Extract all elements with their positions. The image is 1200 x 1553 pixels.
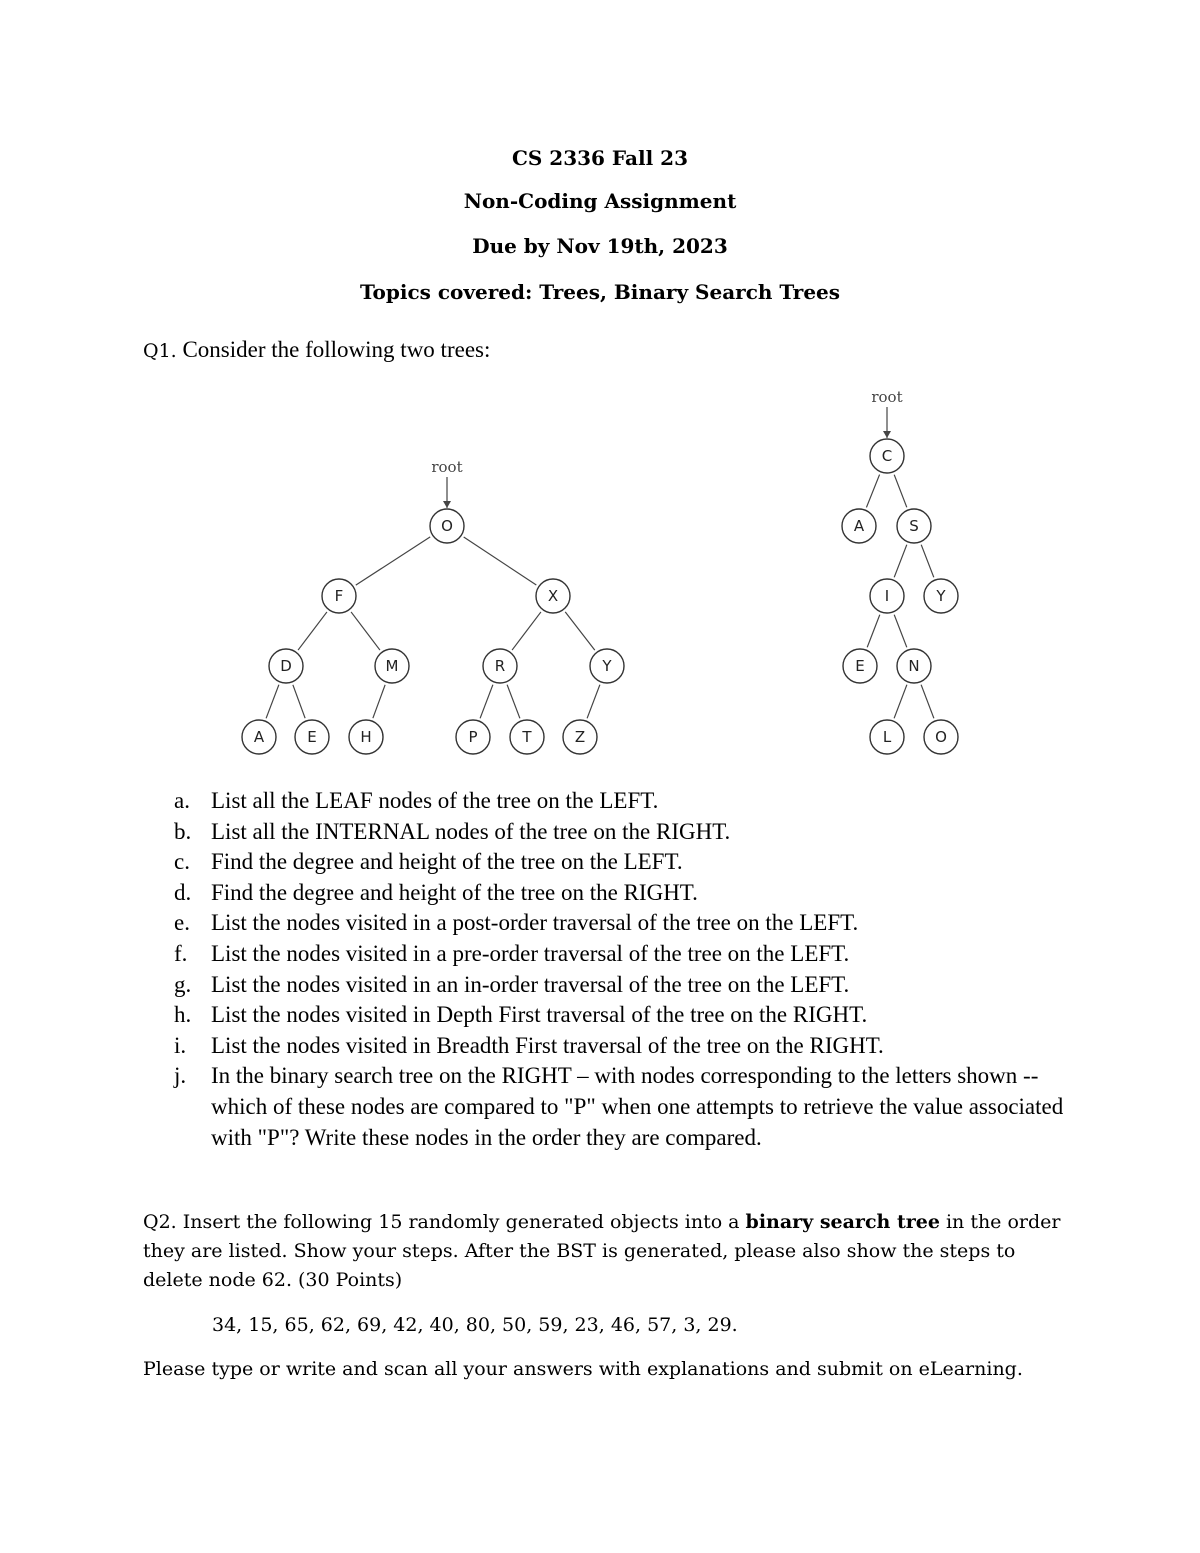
left-tree-edge-O-F (356, 537, 430, 585)
left-tree-node-label-H: H (360, 728, 372, 746)
q1-part-marker: e. (174, 910, 190, 936)
left-tree-edge-X-R (512, 612, 541, 650)
left-tree-node-label-Z: Z (574, 728, 586, 746)
right-tree-edge-N-L (894, 685, 907, 719)
left-tree-edge-F-M (351, 612, 380, 650)
q1-part-marker: b. (174, 818, 192, 844)
left-tree-node-label-X: X (547, 587, 559, 605)
q1-part-text: List the nodes visited in a pre-order traversal of the tree on the LEFT. (211, 940, 850, 966)
q1-part-text: List the nodes visited in a post-order traversal of the tree on the LEFT. (211, 910, 859, 936)
q1-part-item (174, 970, 1074, 1001)
q1-part-text: List the nodes visited in an in-order traversal of the tree on the LEFT. (211, 971, 850, 997)
q1-part-marker: d. (174, 879, 192, 905)
right-tree (842, 388, 958, 754)
left-tree-edge-D-E (293, 685, 305, 718)
q1-label: Q1. (143, 340, 177, 362)
left-tree-node-label-O: O (441, 517, 453, 535)
left-tree-node-label-A: A (253, 728, 265, 746)
q1-part-marker: c. (174, 849, 190, 875)
q1-part-text: List all the LEAF nodes of the tree on the LEFT. (211, 788, 659, 813)
left-tree-node-label-P: P (468, 728, 478, 746)
left-tree-node-label-Y: Y (602, 657, 612, 675)
q2-paragraph (143, 1208, 1063, 1295)
left-tree-edge-R-T (507, 685, 520, 719)
q1-part-text: List the nodes visited in Breadth First traversal of the tree on the RIGHT. (211, 1032, 884, 1058)
due-date: Due by Nov 19th, 2023 (472, 234, 728, 258)
right-tree-edge-S-Y (921, 545, 934, 578)
q1-parts-list (174, 786, 1074, 1153)
right-tree-edge-I-E (867, 615, 880, 648)
q1-part-marker: a. (174, 788, 190, 813)
right-tree-node-label-S: S (909, 517, 919, 535)
q2-text-after: in the order they are listed. Show your steps. After the BST is generated, please also show the steps to delete node 62. (30 Points) (143, 1211, 1061, 1291)
q1-part-marker: i. (174, 1032, 187, 1058)
right-tree-edge-N-O (921, 685, 934, 719)
closing-instructions: Please type or write and scan all your answers with explanations and submit on eLearning. (143, 1358, 1023, 1380)
right-tree-edge-C-S (894, 475, 907, 508)
right-tree-node-label-L: L (882, 728, 892, 746)
q1-part-item (174, 1031, 1074, 1062)
left-tree-node-label-E: E (307, 728, 317, 746)
left-tree-node-label-T: T (522, 728, 532, 746)
left-tree-node-label-M: M (385, 657, 399, 675)
q1-part-item (174, 786, 1074, 817)
left-tree-edge-O-X (464, 537, 537, 585)
q2-bold-term: binary search tree (745, 1211, 940, 1233)
q1-part-marker: g. (174, 971, 192, 997)
q1-part-text: List the nodes visited in Depth First traversal of the tree on the RIGHT. (211, 1002, 868, 1028)
left-tree (242, 458, 624, 754)
left-tree-root-label: root (431, 458, 463, 476)
q1-part-text: In the binary search tree on the RIGHT – with nodes corresponding to the letters shown -- which of these nodes are compared to "P" when one attempts to retrieve the value associated with "P"? Write these nodes in the order they are compared. (211, 1063, 1064, 1150)
left-tree-node-label-R: R (494, 657, 506, 675)
left-tree-node-label-F: F (334, 587, 344, 605)
topics-covered: Topics covered: Trees, Binary Search Trees (359, 280, 841, 304)
q1-part-text: List all the INTERNAL nodes of the tree on the RIGHT. (211, 818, 731, 844)
document-subtitle: Non-Coding Assignment (463, 189, 737, 213)
q1-part-item (174, 817, 1074, 848)
right-tree-node-label-E: E (855, 657, 865, 675)
q1-part-marker: f. (174, 940, 188, 966)
q1-part-item (174, 939, 1074, 970)
right-tree-edge-S-I (894, 545, 907, 578)
q1-part-marker: j. (174, 1063, 187, 1089)
left-tree-edge-D-A (266, 685, 279, 719)
q1-part-item (174, 1061, 1074, 1153)
left-tree-edge-M-H (373, 685, 385, 718)
q1-part-item (174, 908, 1074, 939)
left-tree-edge-X-Y (565, 612, 595, 650)
right-tree-node-label-A: A (853, 517, 865, 535)
right-tree-root-label: root (871, 388, 903, 406)
left-tree-edge-F-D (298, 612, 327, 650)
q1-part-text: Find the degree and height of the tree on the LEFT. (211, 849, 683, 875)
left-tree-edge-Y-Z (587, 685, 600, 719)
right-tree-node-label-N: N (908, 657, 920, 675)
q1-part-text: Find the degree and height of the tree on the RIGHT. (211, 879, 698, 905)
right-tree-edge-C-A (866, 475, 879, 508)
right-tree-root-arrowhead (883, 431, 891, 438)
right-tree-node-label-Y: Y (936, 587, 946, 605)
q1-part-item (174, 847, 1074, 878)
q1-part-marker: h. (174, 1002, 192, 1028)
left-tree-edge-R-P (480, 685, 493, 719)
document-title: CS 2336 Fall 23 (511, 146, 688, 170)
q2-text-before: Q2. Insert the following 15 randomly generated objects into a (143, 1211, 746, 1233)
q2-sequence: 34, 15, 65, 62, 69, 42, 40, 80, 50, 59, 23, 46, 57, 3, 29. (212, 1314, 738, 1336)
right-tree-edge-I-N (894, 615, 907, 648)
q1-prompt: Consider the following two trees: (182, 337, 491, 362)
left-tree-root-arrowhead (443, 501, 451, 508)
right-tree-node-label-I: I (884, 587, 890, 605)
q1-part-item (174, 1000, 1074, 1031)
q1-part-item (174, 878, 1074, 909)
right-tree-node-label-O: O (935, 728, 947, 746)
right-tree-node-label-C: C (881, 447, 893, 465)
left-tree-node-label-D: D (280, 657, 292, 675)
